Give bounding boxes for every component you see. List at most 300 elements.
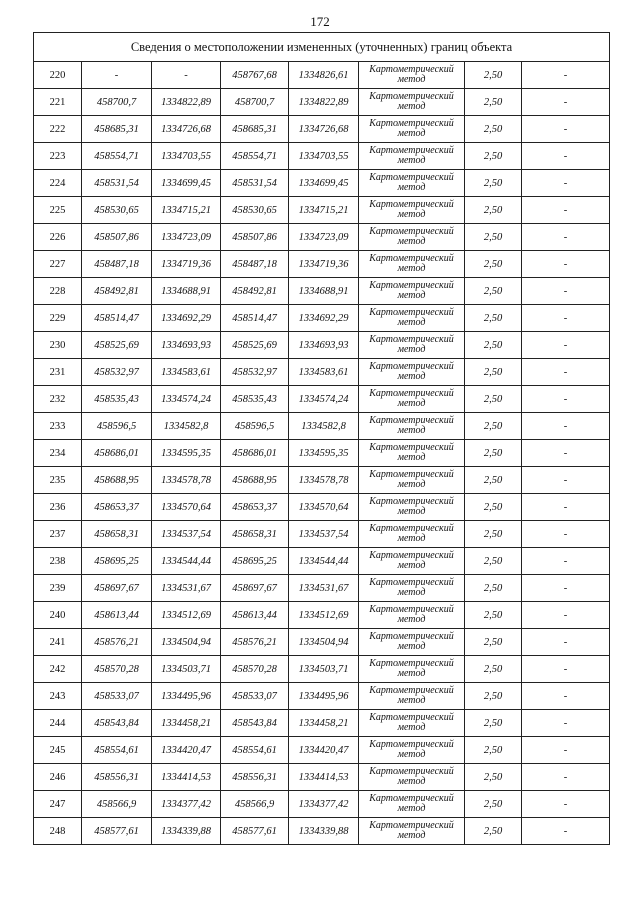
old-x-cell: 458576,21 — [82, 629, 152, 656]
accuracy-cell: 2,50 — [465, 305, 522, 332]
accuracy-cell: 2,50 — [465, 170, 522, 197]
old-y-cell: 1334719,36 — [152, 251, 221, 278]
description-cell: - — [522, 629, 610, 656]
table-row — [34, 629, 610, 656]
method-line-1: Картометрический — [369, 766, 454, 777]
accuracy-cell: 2,50 — [465, 602, 522, 629]
accuracy-cell: 2,50 — [465, 197, 522, 224]
method-line-1: Картометрический — [369, 172, 454, 183]
method-cell — [359, 332, 465, 359]
accuracy-cell: 2,50 — [465, 89, 522, 116]
point-number-cell: 226 — [34, 224, 82, 251]
old-x-cell: - — [82, 62, 152, 89]
method-line-2: метод — [397, 506, 426, 517]
description-cell: - — [522, 710, 610, 737]
method-cell — [359, 602, 465, 629]
point-number-cell: 235 — [34, 467, 82, 494]
old-y-cell: 1334420,47 — [152, 737, 221, 764]
old-x-cell: 458653,37 — [82, 494, 152, 521]
accuracy-cell: 2,50 — [465, 710, 522, 737]
table-row — [34, 791, 610, 818]
new-y-cell: 1334699,45 — [289, 170, 359, 197]
table-row — [34, 818, 610, 845]
method-line-1: Картометрический — [369, 469, 454, 480]
method-cell — [359, 737, 465, 764]
old-x-cell: 458525,69 — [82, 332, 152, 359]
description-cell: - — [522, 143, 610, 170]
description-cell: - — [522, 413, 610, 440]
table-row — [34, 575, 610, 602]
accuracy-cell: 2,50 — [465, 251, 522, 278]
page-number: 172 — [310, 14, 330, 29]
description-cell: - — [522, 251, 610, 278]
old-y-cell: 1334578,78 — [152, 467, 221, 494]
new-y-cell: 1334574,24 — [289, 386, 359, 413]
old-y-cell: 1334699,45 — [152, 170, 221, 197]
new-x-cell: 458658,31 — [221, 521, 289, 548]
table-row — [34, 332, 610, 359]
new-y-cell: 1334531,67 — [289, 575, 359, 602]
method-line-2: метод — [397, 533, 426, 544]
description-cell: - — [522, 224, 610, 251]
method-cell — [359, 467, 465, 494]
description-cell: - — [522, 602, 610, 629]
method-line-2: метод — [397, 155, 426, 166]
old-x-cell: 458514,47 — [82, 305, 152, 332]
point-number-cell: 239 — [34, 575, 82, 602]
old-y-cell: 1334692,29 — [152, 305, 221, 332]
new-x-cell: 458695,25 — [221, 548, 289, 575]
new-y-cell: 1334726,68 — [289, 116, 359, 143]
old-x-cell: 458566,9 — [82, 791, 152, 818]
accuracy-cell: 2,50 — [465, 656, 522, 683]
old-y-cell: 1334582,8 — [152, 413, 221, 440]
method-line-1: Картометрический — [369, 361, 454, 372]
method-line-2: метод — [397, 425, 426, 436]
method-line-1: Картометрический — [369, 496, 454, 507]
new-x-cell: 458767,68 — [221, 62, 289, 89]
old-x-cell: 458554,71 — [82, 143, 152, 170]
point-number-cell: 248 — [34, 818, 82, 845]
new-x-cell: 458487,18 — [221, 251, 289, 278]
new-x-cell: 458570,28 — [221, 656, 289, 683]
new-y-cell: 1334715,21 — [289, 197, 359, 224]
old-x-cell: 458695,25 — [82, 548, 152, 575]
new-x-cell: 458530,65 — [221, 197, 289, 224]
description-cell: - — [522, 305, 610, 332]
point-number-cell: 222 — [34, 116, 82, 143]
method-line-1: Картометрический — [369, 307, 454, 318]
table-row — [34, 737, 610, 764]
new-y-cell: 1334595,35 — [289, 440, 359, 467]
new-y-cell: 1334339,88 — [289, 818, 359, 845]
method-line-2: метод — [397, 749, 426, 760]
table-row — [34, 224, 610, 251]
old-y-cell: 1334688,91 — [152, 278, 221, 305]
point-number-cell: 240 — [34, 602, 82, 629]
point-number-cell: 236 — [34, 494, 82, 521]
new-y-cell: 1334582,8 — [289, 413, 359, 440]
old-x-cell: 458556,31 — [82, 764, 152, 791]
method-line-1: Картометрический — [369, 577, 454, 588]
accuracy-cell: 2,50 — [465, 791, 522, 818]
accuracy-cell: 2,50 — [465, 818, 522, 845]
old-x-cell: 458543,84 — [82, 710, 152, 737]
description-cell: - — [522, 170, 610, 197]
old-y-cell: 1334458,21 — [152, 710, 221, 737]
method-line-1: Картометрический — [369, 334, 454, 345]
method-cell — [359, 62, 465, 89]
description-cell: - — [522, 575, 610, 602]
description-cell: - — [522, 278, 610, 305]
method-cell — [359, 386, 465, 413]
accuracy-cell: 2,50 — [465, 62, 522, 89]
new-x-cell: 458613,44 — [221, 602, 289, 629]
description-cell: - — [522, 548, 610, 575]
method-cell — [359, 710, 465, 737]
point-number-cell: 237 — [34, 521, 82, 548]
description-cell: - — [522, 332, 610, 359]
old-x-cell: 458487,18 — [82, 251, 152, 278]
old-y-cell: 1334512,69 — [152, 602, 221, 629]
method-line-2: метод — [397, 641, 426, 652]
description-cell: - — [522, 683, 610, 710]
table-row — [34, 602, 610, 629]
point-number-cell: 223 — [34, 143, 82, 170]
description-cell: - — [522, 359, 610, 386]
method-line-1: Картометрический — [369, 685, 454, 696]
new-y-cell: 1334692,29 — [289, 305, 359, 332]
new-y-cell: 1334703,55 — [289, 143, 359, 170]
new-y-cell: 1334578,78 — [289, 467, 359, 494]
new-y-cell: 1334495,96 — [289, 683, 359, 710]
new-x-cell: 458531,54 — [221, 170, 289, 197]
table-row — [34, 386, 610, 413]
table-row — [34, 143, 610, 170]
old-x-cell: 458685,31 — [82, 116, 152, 143]
method-line-2: метод — [397, 722, 426, 733]
new-x-cell: 458596,5 — [221, 413, 289, 440]
new-x-cell: 458700,7 — [221, 89, 289, 116]
method-line-1: Картометрический — [369, 388, 454, 399]
accuracy-cell: 2,50 — [465, 332, 522, 359]
method-cell — [359, 413, 465, 440]
new-x-cell: 458697,67 — [221, 575, 289, 602]
point-number-cell: 246 — [34, 764, 82, 791]
table-row — [34, 521, 610, 548]
method-cell — [359, 791, 465, 818]
new-y-cell: 1334719,36 — [289, 251, 359, 278]
point-number-cell: 220 — [34, 62, 82, 89]
old-x-cell: 458530,65 — [82, 197, 152, 224]
method-line-1: Картометрический — [369, 415, 454, 426]
method-cell — [359, 224, 465, 251]
method-line-1: Картометрический — [369, 820, 454, 831]
method-cell — [359, 116, 465, 143]
point-number-cell: 227 — [34, 251, 82, 278]
old-x-cell: 458554,61 — [82, 737, 152, 764]
accuracy-cell: 2,50 — [465, 683, 522, 710]
new-x-cell: 458492,81 — [221, 278, 289, 305]
accuracy-cell: 2,50 — [465, 575, 522, 602]
new-x-cell: 458535,43 — [221, 386, 289, 413]
method-line-1: Картометрический — [369, 199, 454, 210]
point-number-cell: 228 — [34, 278, 82, 305]
old-y-cell: 1334570,64 — [152, 494, 221, 521]
old-x-cell: 458688,95 — [82, 467, 152, 494]
accuracy-cell: 2,50 — [465, 413, 522, 440]
new-y-cell: 1334414,53 — [289, 764, 359, 791]
table-row — [34, 440, 610, 467]
description-cell: - — [522, 467, 610, 494]
old-y-cell: - — [152, 62, 221, 89]
point-number-cell: 247 — [34, 791, 82, 818]
new-x-cell: 458576,21 — [221, 629, 289, 656]
point-number-cell: 230 — [34, 332, 82, 359]
description-cell: - — [522, 116, 610, 143]
accuracy-cell: 2,50 — [465, 440, 522, 467]
method-line-2: метод — [397, 479, 426, 490]
accuracy-cell: 2,50 — [465, 386, 522, 413]
method-line-2: метод — [397, 695, 426, 706]
table-row — [34, 413, 610, 440]
new-y-cell: 1334512,69 — [289, 602, 359, 629]
new-y-cell: 1334377,42 — [289, 791, 359, 818]
table-row — [34, 359, 610, 386]
description-cell: - — [522, 656, 610, 683]
new-y-cell: 1334693,93 — [289, 332, 359, 359]
method-line-1: Картометрический — [369, 226, 454, 237]
new-x-cell: 458688,95 — [221, 467, 289, 494]
table-row — [34, 710, 610, 737]
method-line-1: Картометрический — [369, 280, 454, 291]
table-row — [34, 548, 610, 575]
method-line-1: Картометрический — [369, 253, 454, 264]
method-cell — [359, 494, 465, 521]
table-row — [34, 494, 610, 521]
old-x-cell: 458697,67 — [82, 575, 152, 602]
new-x-cell: 458566,9 — [221, 791, 289, 818]
method-line-2: метод — [397, 74, 426, 85]
accuracy-cell: 2,50 — [465, 143, 522, 170]
method-line-2: метод — [397, 668, 426, 679]
old-y-cell: 1334414,53 — [152, 764, 221, 791]
point-number-cell: 232 — [34, 386, 82, 413]
description-cell: - — [522, 440, 610, 467]
table-row — [34, 656, 610, 683]
method-line-2: метод — [397, 344, 426, 355]
new-x-cell: 458686,01 — [221, 440, 289, 467]
point-number-cell: 221 — [34, 89, 82, 116]
method-cell — [359, 656, 465, 683]
new-x-cell: 458685,31 — [221, 116, 289, 143]
method-cell — [359, 197, 465, 224]
table-row — [34, 197, 610, 224]
method-cell — [359, 278, 465, 305]
accuracy-cell: 2,50 — [465, 467, 522, 494]
accuracy-cell: 2,50 — [465, 521, 522, 548]
old-x-cell: 458492,81 — [82, 278, 152, 305]
point-number-cell: 245 — [34, 737, 82, 764]
description-cell: - — [522, 89, 610, 116]
method-cell — [359, 170, 465, 197]
new-y-cell: 1334822,89 — [289, 89, 359, 116]
method-line-2: метод — [397, 803, 426, 814]
method-cell — [359, 440, 465, 467]
method-line-1: Картометрический — [369, 604, 454, 615]
method-line-1: Картометрический — [369, 523, 454, 534]
new-y-cell: 1334504,94 — [289, 629, 359, 656]
accuracy-cell: 2,50 — [465, 278, 522, 305]
new-x-cell: 458525,69 — [221, 332, 289, 359]
new-y-cell: 1334537,54 — [289, 521, 359, 548]
old-y-cell: 1334544,44 — [152, 548, 221, 575]
old-y-cell: 1334339,88 — [152, 818, 221, 845]
old-y-cell: 1334723,09 — [152, 224, 221, 251]
accuracy-cell: 2,50 — [465, 224, 522, 251]
point-number-cell: 242 — [34, 656, 82, 683]
table-row — [34, 62, 610, 89]
new-x-cell: 458507,86 — [221, 224, 289, 251]
old-x-cell: 458535,43 — [82, 386, 152, 413]
method-line-2: метод — [397, 371, 426, 382]
new-y-cell: 1334688,91 — [289, 278, 359, 305]
old-y-cell: 1334503,71 — [152, 656, 221, 683]
old-x-cell: 458700,7 — [82, 89, 152, 116]
method-line-2: метод — [397, 209, 426, 220]
old-x-cell: 458533,07 — [82, 683, 152, 710]
old-x-cell: 458532,97 — [82, 359, 152, 386]
method-cell — [359, 818, 465, 845]
table-row — [34, 764, 610, 791]
new-x-cell: 458543,84 — [221, 710, 289, 737]
point-number-cell: 243 — [34, 683, 82, 710]
table-title: Сведения о местоположении измененных (уточненных) границ объекта — [34, 33, 610, 62]
old-x-cell: 458658,31 — [82, 521, 152, 548]
new-x-cell: 458653,37 — [221, 494, 289, 521]
point-number-cell: 229 — [34, 305, 82, 332]
accuracy-cell: 2,50 — [465, 737, 522, 764]
old-y-cell: 1334703,55 — [152, 143, 221, 170]
method-line-2: метод — [397, 614, 426, 625]
old-y-cell: 1334495,96 — [152, 683, 221, 710]
method-cell — [359, 764, 465, 791]
accuracy-cell: 2,50 — [465, 629, 522, 656]
method-cell — [359, 359, 465, 386]
method-line-1: Картометрический — [369, 712, 454, 723]
table-row — [34, 278, 610, 305]
new-x-cell: 458554,61 — [221, 737, 289, 764]
method-line-2: метод — [397, 317, 426, 328]
new-x-cell: 458554,71 — [221, 143, 289, 170]
description-cell: - — [522, 197, 610, 224]
method-cell — [359, 251, 465, 278]
method-line-2: метод — [397, 263, 426, 274]
new-x-cell: 458556,31 — [221, 764, 289, 791]
method-line-1: Картометрический — [369, 793, 454, 804]
old-y-cell: 1334377,42 — [152, 791, 221, 818]
old-x-cell: 458577,61 — [82, 818, 152, 845]
old-x-cell: 458686,01 — [82, 440, 152, 467]
point-number-cell: 224 — [34, 170, 82, 197]
old-y-cell: 1334693,93 — [152, 332, 221, 359]
new-y-cell: 1334583,61 — [289, 359, 359, 386]
method-line-2: метод — [397, 587, 426, 598]
new-y-cell: 1334570,64 — [289, 494, 359, 521]
method-line-2: метод — [397, 560, 426, 571]
method-line-1: Картометрический — [369, 550, 454, 561]
new-x-cell: 458533,07 — [221, 683, 289, 710]
method-line-1: Картометрический — [369, 91, 454, 102]
old-x-cell: 458531,54 — [82, 170, 152, 197]
table-row — [34, 305, 610, 332]
description-cell: - — [522, 737, 610, 764]
new-y-cell: 1334420,47 — [289, 737, 359, 764]
method-line-2: метод — [397, 101, 426, 112]
method-cell — [359, 305, 465, 332]
accuracy-cell: 2,50 — [465, 116, 522, 143]
accuracy-cell: 2,50 — [465, 494, 522, 521]
old-x-cell: 458613,44 — [82, 602, 152, 629]
description-cell: - — [522, 791, 610, 818]
method-line-2: метод — [397, 182, 426, 193]
description-cell: - — [522, 62, 610, 89]
method-line-1: Картометрический — [369, 64, 454, 75]
old-y-cell: 1334574,24 — [152, 386, 221, 413]
method-line-2: метод — [397, 290, 426, 301]
old-y-cell: 1334537,54 — [152, 521, 221, 548]
point-number-cell: 238 — [34, 548, 82, 575]
method-line-1: Картометрический — [369, 118, 454, 129]
method-line-2: метод — [397, 128, 426, 139]
description-cell: - — [522, 818, 610, 845]
new-y-cell: 1334544,44 — [289, 548, 359, 575]
old-y-cell: 1334726,68 — [152, 116, 221, 143]
method-line-1: Картометрический — [369, 631, 454, 642]
description-cell: - — [522, 521, 610, 548]
boundary-table — [33, 32, 610, 845]
new-x-cell: 458532,97 — [221, 359, 289, 386]
point-number-cell: 241 — [34, 629, 82, 656]
method-line-2: метод — [397, 398, 426, 409]
method-line-2: метод — [397, 452, 426, 463]
point-number-cell: 233 — [34, 413, 82, 440]
method-cell — [359, 143, 465, 170]
point-number-cell: 225 — [34, 197, 82, 224]
old-y-cell: 1334595,35 — [152, 440, 221, 467]
point-number-cell: 234 — [34, 440, 82, 467]
old-y-cell: 1334504,94 — [152, 629, 221, 656]
method-cell — [359, 521, 465, 548]
table-row — [34, 170, 610, 197]
description-cell: - — [522, 386, 610, 413]
point-number-cell: 231 — [34, 359, 82, 386]
old-x-cell: 458596,5 — [82, 413, 152, 440]
old-y-cell: 1334531,67 — [152, 575, 221, 602]
accuracy-cell: 2,50 — [465, 359, 522, 386]
table-row — [34, 467, 610, 494]
table-row — [34, 116, 610, 143]
method-line-1: Картометрический — [369, 145, 454, 156]
description-cell: - — [522, 764, 610, 791]
method-line-1: Картометрический — [369, 442, 454, 453]
method-cell — [359, 629, 465, 656]
method-line-1: Картометрический — [369, 658, 454, 669]
method-cell — [359, 89, 465, 116]
old-x-cell: 458570,28 — [82, 656, 152, 683]
method-line-2: метод — [397, 236, 426, 247]
old-y-cell: 1334822,89 — [152, 89, 221, 116]
